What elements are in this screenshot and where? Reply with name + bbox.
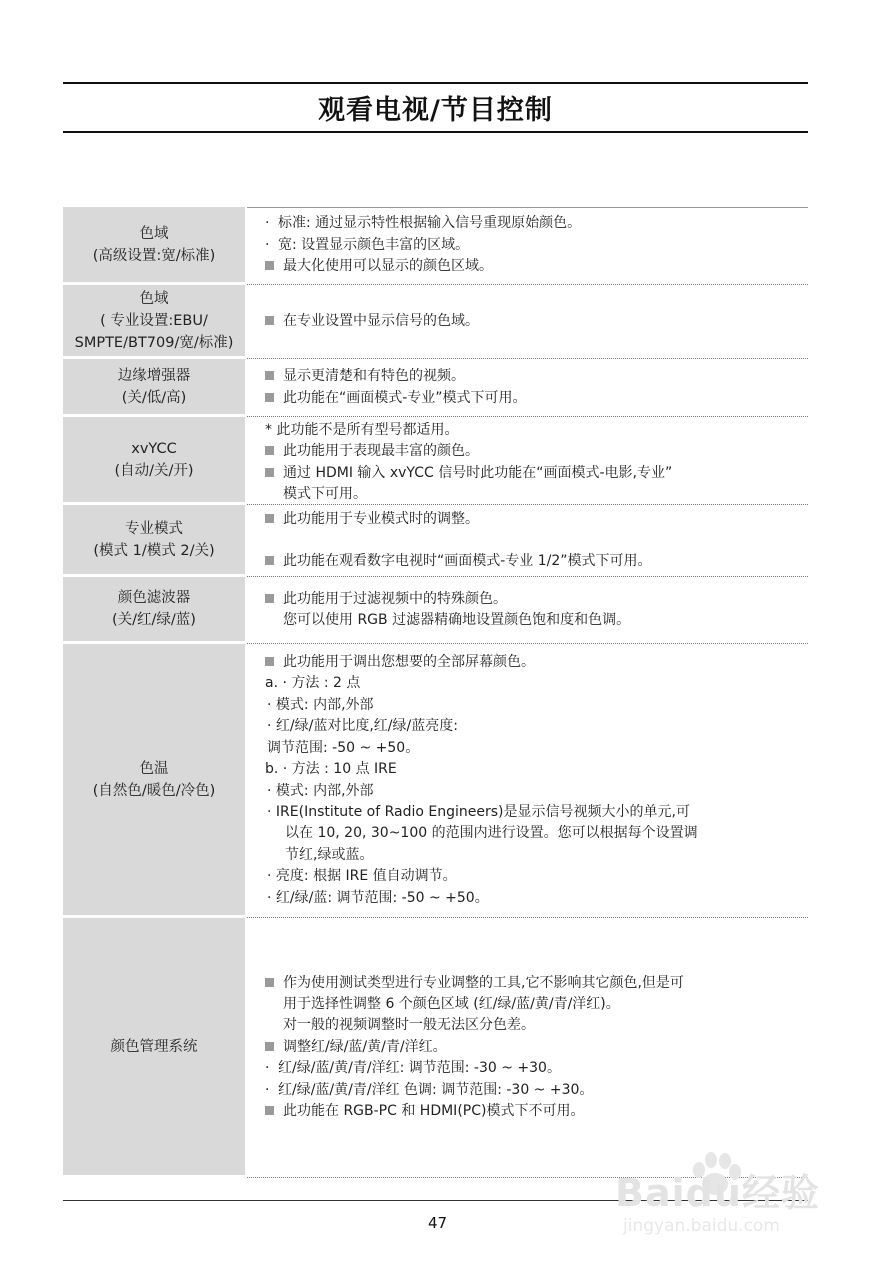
dot-bullet-icon: · <box>265 1060 270 1077</box>
description-text: 此功能用于过滤视频中的特殊颜色。 <box>283 590 507 607</box>
description-line <box>265 256 804 277</box>
description-line <box>265 420 804 441</box>
description-text: 宽: 设置显示颜色丰富的区域。 <box>278 236 470 253</box>
setting-label <box>63 207 245 282</box>
description-line <box>265 463 804 484</box>
description-line <box>265 695 804 716</box>
description-text: · 模式: 内部,外部 <box>267 782 374 799</box>
description-text: 在专业设置中显示信号的色域。 <box>283 312 479 329</box>
setting-label <box>63 644 245 915</box>
description-line <box>265 994 804 1015</box>
description-text: 作为使用测试类型进行专业调整的工具,它不影响其它颜色,但是可 <box>283 974 684 991</box>
setting-description <box>247 644 808 918</box>
setting-label-line: (高级设置:宽/标准) <box>92 247 216 264</box>
description-text: · 红/绿/蓝: 调节范围: -50 ~ +50。 <box>267 889 489 906</box>
setting-description <box>247 285 808 359</box>
description-text: 调整红/绿/蓝/黄/青/洋红。 <box>283 1038 447 1055</box>
setting-label-line: xvYCC <box>131 440 177 457</box>
description-line <box>265 1037 804 1058</box>
setting-label <box>63 285 245 356</box>
description-line <box>265 235 804 256</box>
description-text: · 亮度: 根据 IRE 值自动调节。 <box>267 868 457 885</box>
table-row <box>63 417 808 505</box>
description-text: 对一般的视频调整时一般无法区分色差。 <box>283 1017 535 1034</box>
description-line <box>265 366 804 387</box>
description-text: 模式下可用。 <box>283 486 367 503</box>
table-row <box>63 505 808 577</box>
description-text: b. · 方法 : 10 点 IRE <box>265 761 397 778</box>
setting-label-line: (模式 1/模式 2/关) <box>93 542 215 559</box>
description-line <box>265 610 804 631</box>
setting-description <box>247 918 808 1178</box>
description-text: 此功能在 RGB-PC 和 HDMI(PC)模式下不可用。 <box>283 1103 585 1120</box>
description-text: 此功能在“画面模式-专业”模式下可用。 <box>283 389 527 406</box>
watermark-brand: Baidu经验 <box>615 1171 820 1215</box>
page-title: 观看电视/节目控制 <box>318 95 553 126</box>
description-text: 最大化使用可以显示的颜色区域。 <box>283 258 493 275</box>
setting-label-line: (自然色/暖色/冷色) <box>92 782 216 799</box>
setting-label-line: 边缘增强器 <box>117 367 191 384</box>
table-row <box>63 359 808 417</box>
setting-description <box>247 417 808 505</box>
description-line <box>265 589 804 610</box>
description-text: · 红/绿/蓝对比度,红/绿/蓝亮度: <box>267 718 458 735</box>
setting-label <box>63 359 245 414</box>
description-text: 通过 HDMI 输入 xvYCC 信号时此功能在“画面模式-电影,专业” <box>283 464 673 481</box>
setting-label-line: 色域 <box>139 225 169 242</box>
setting-label <box>63 417 245 502</box>
description-text: 此功能在观看数字电视时“画面模式-专业 1/2”模式下可用。 <box>283 553 652 569</box>
square-bullet-icon <box>265 261 274 270</box>
description-text: 标准: 通过显示特性根据输入信号重现原始颜色。 <box>278 215 582 232</box>
dot-bullet-icon: · <box>265 1081 270 1098</box>
header-rule-top <box>63 82 808 84</box>
description-line <box>265 802 804 823</box>
description-text: a. · 方法 : 2 点 <box>265 675 361 692</box>
setting-label <box>63 577 245 641</box>
header-rule-bottom <box>63 131 808 133</box>
description-line <box>265 1080 804 1101</box>
setting-description <box>247 505 808 577</box>
square-bullet-icon <box>265 371 274 380</box>
table-row <box>63 577 808 644</box>
setting-label-line: SMPTE/BT709/宽/标准) <box>74 334 234 351</box>
dot-bullet-icon: · <box>265 215 270 232</box>
description-line <box>265 441 804 462</box>
square-bullet-icon <box>265 393 274 402</box>
setting-label-line: (关/低/高) <box>121 389 187 406</box>
setting-description <box>247 207 808 285</box>
description-text: 用于选择性调整 6 个颜色区域 (红/绿/蓝/黄/青/洋红)。 <box>283 995 620 1012</box>
description-text: 节红,绿或蓝。 <box>285 846 374 863</box>
square-bullet-icon <box>265 657 274 666</box>
setting-label <box>63 505 245 574</box>
description-line <box>265 388 804 409</box>
description-text: 此功能用于调出您想要的全部屏幕颜色。 <box>283 654 535 671</box>
description-line <box>265 673 804 694</box>
description-line <box>265 1015 804 1036</box>
square-bullet-icon <box>265 446 274 455</box>
description-line <box>265 509 804 530</box>
description-text: 此功能用于专业模式时的调整。 <box>283 510 479 527</box>
description-text: 此功能用于表现最丰富的颜色。 <box>283 443 479 460</box>
description-line <box>265 759 804 780</box>
square-bullet-icon <box>265 316 274 325</box>
description-line <box>265 866 804 887</box>
baidu-watermark <box>615 1150 830 1250</box>
setting-label-line: 色域 <box>139 290 169 307</box>
dot-bullet-icon: · <box>265 236 270 253</box>
description-line <box>265 716 804 737</box>
description-text: 红/绿/蓝/黄/青/洋红: 调节范围: -30 ~ +30。 <box>278 1060 561 1077</box>
description-line <box>265 781 804 802</box>
description-line <box>265 530 804 551</box>
setting-label-line: 颜色滤波器 <box>117 590 191 606</box>
description-line <box>265 1101 804 1122</box>
setting-label-line: 颜色管理系统 <box>110 1038 198 1055</box>
table-row <box>63 285 808 359</box>
description-line <box>265 652 804 673</box>
description-line <box>265 311 804 332</box>
square-bullet-icon <box>265 1042 274 1051</box>
description-line <box>265 738 804 759</box>
square-bullet-icon <box>265 978 274 987</box>
description-line <box>265 213 804 234</box>
page-number: 47 <box>427 1214 448 1232</box>
description-line <box>265 973 804 994</box>
description-line <box>265 1058 804 1079</box>
square-bullet-icon <box>265 594 274 603</box>
setting-label-line: 专业模式 <box>125 520 183 537</box>
description-line <box>265 484 804 505</box>
description-text: 红/绿/蓝/黄/青/洋红 色调: 调节范围: -30 ~ +30。 <box>278 1081 594 1098</box>
description-text: 以在 10, 20, 30~100 的范围内进行设置。您可以根据每个设置调 <box>285 825 698 842</box>
description-line <box>265 888 804 909</box>
setting-label-line: 色温 <box>139 760 169 777</box>
square-bullet-icon <box>265 514 274 523</box>
setting-description <box>247 577 808 644</box>
setting-label-line: (关/红/绿/蓝) <box>112 612 196 628</box>
setting-description <box>247 359 808 417</box>
description-text: · IRE(Institute of Radio Engineers)是显示信号视频大小的单元,可 <box>267 803 690 820</box>
description-line <box>265 551 804 572</box>
table-row <box>63 207 808 285</box>
description-line <box>265 823 804 844</box>
square-bullet-icon <box>265 1106 274 1115</box>
description-text: 显示更清楚和有特色的视频。 <box>283 368 465 385</box>
square-bullet-icon <box>265 556 274 565</box>
description-text: 您可以使用 RGB 过滤器精确地设置颜色饱和度和色调。 <box>283 612 631 628</box>
description-line <box>265 845 804 866</box>
description-text: · 模式: 内部,外部 <box>267 696 374 713</box>
table-row <box>63 644 808 918</box>
square-bullet-icon <box>265 468 274 477</box>
table-row <box>63 918 808 1178</box>
description-text: 调节范围: -50 ~ +50。 <box>267 739 420 756</box>
setting-label-line: (自动/关/开) <box>114 462 194 479</box>
setting-label <box>63 918 245 1175</box>
watermark-url: jingyan.baidu.com <box>623 1216 780 1236</box>
setting-label-line: ( 专业设置:EBU/ <box>100 312 208 329</box>
description-text: * 此功能不是所有型号都适用。 <box>265 422 459 438</box>
